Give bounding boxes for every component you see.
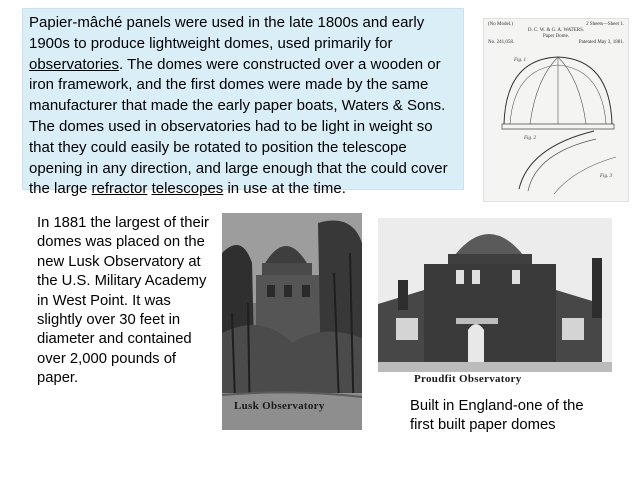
patent-title: Paper Dome.: [542, 34, 570, 39]
patent-sheets: 2 Sheets—Sheet 1.: [586, 22, 624, 27]
patent-number: No. 241,058.: [488, 40, 515, 45]
patent-date: Patented May 3, 1881.: [578, 40, 624, 45]
intro-text-part2: . The domes were constructed over a wooden or iron framework, and the first domes were made by the same manufacturer that made the early paper boats, Waters & Sons. The domes used in observatories had to be light in weight so that they could easily be rotated to position the telescope opening in any direction, and large enough that the could cover the large: [29, 55, 448, 198]
dome-sketch: [484, 19, 628, 201]
proudfit-observatory-caption: Proudfit Observatory: [414, 373, 522, 385]
fig1-label: Fig. 1: [514, 58, 526, 63]
lusk-observatory-photo: [222, 213, 362, 430]
refractor-link[interactable]: refractor: [91, 180, 148, 198]
fig2-label: Fig. 2: [524, 136, 536, 141]
proudfit-observatory-photo: [378, 218, 612, 372]
telescopes-link[interactable]: telescopes: [151, 180, 224, 198]
intro-text-part3: in use at the time.: [223, 180, 346, 198]
proudfit-description: Built in England-one of the first built paper domes: [410, 398, 584, 434]
intro-text-box: [22, 8, 464, 198]
patent-drawing: [483, 18, 629, 202]
fig3-label: Fig. 3: [600, 174, 612, 179]
patent-inventors: D. C. W. & G. A. WATERS.: [527, 28, 585, 33]
lusk-description: In 1881 the largest of their domes was placed on the new Lusk Observatory at the U.S. Military Academy in West Point. It was slightly over 30 feet in diameter and contained over 2,000 pounds of paper.: [37, 215, 209, 387]
lusk-observatory-caption: Lusk Observatory: [234, 400, 325, 412]
observatories-link[interactable]: observatories: [29, 55, 120, 73]
intro-text-part1: Papier-mâché panels were used in the late 1800s and early 1900s to produce lightweight domes, used primarily for: [29, 14, 425, 52]
patent-model-label: (No Model.): [488, 22, 513, 27]
